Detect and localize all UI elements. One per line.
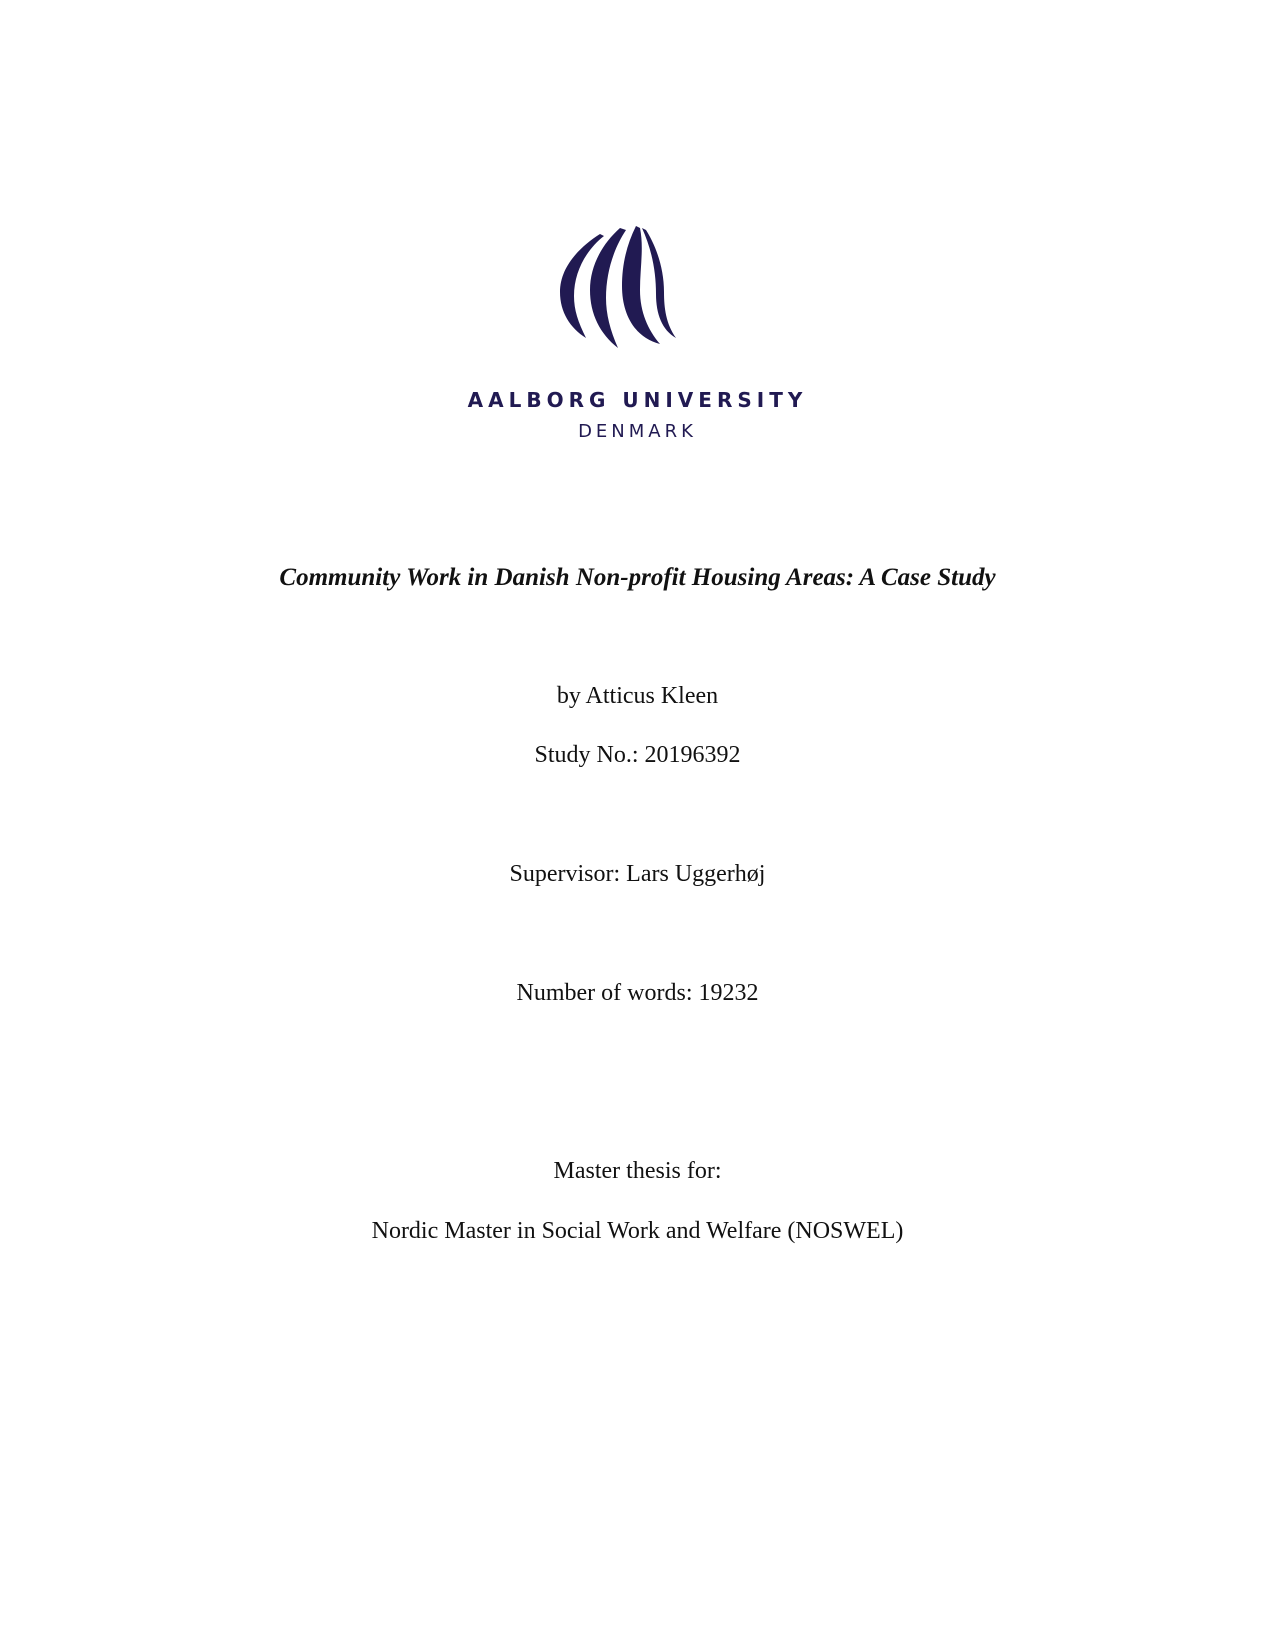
word-count: Number of words: 19232 <box>516 980 759 1006</box>
program-name: Nordic Master in Social Work and Welfare (NOSWEL) <box>371 1218 904 1244</box>
university-name: AALBORG UNIVERSITY <box>467 388 808 412</box>
thesis-title: Community Work in Danish Non-profit Housing Areas: A Case Study <box>279 564 996 591</box>
university-logo-icon <box>556 226 684 358</box>
university-country: DENMARK <box>578 421 697 442</box>
author-line: by Atticus Kleen <box>556 683 719 709</box>
study-number: Study No.: 20196392 <box>534 742 741 768</box>
supervisor-line: Supervisor: Lars Uggerhøj <box>509 861 766 887</box>
thesis-for-label: Master thesis for: <box>553 1158 722 1184</box>
